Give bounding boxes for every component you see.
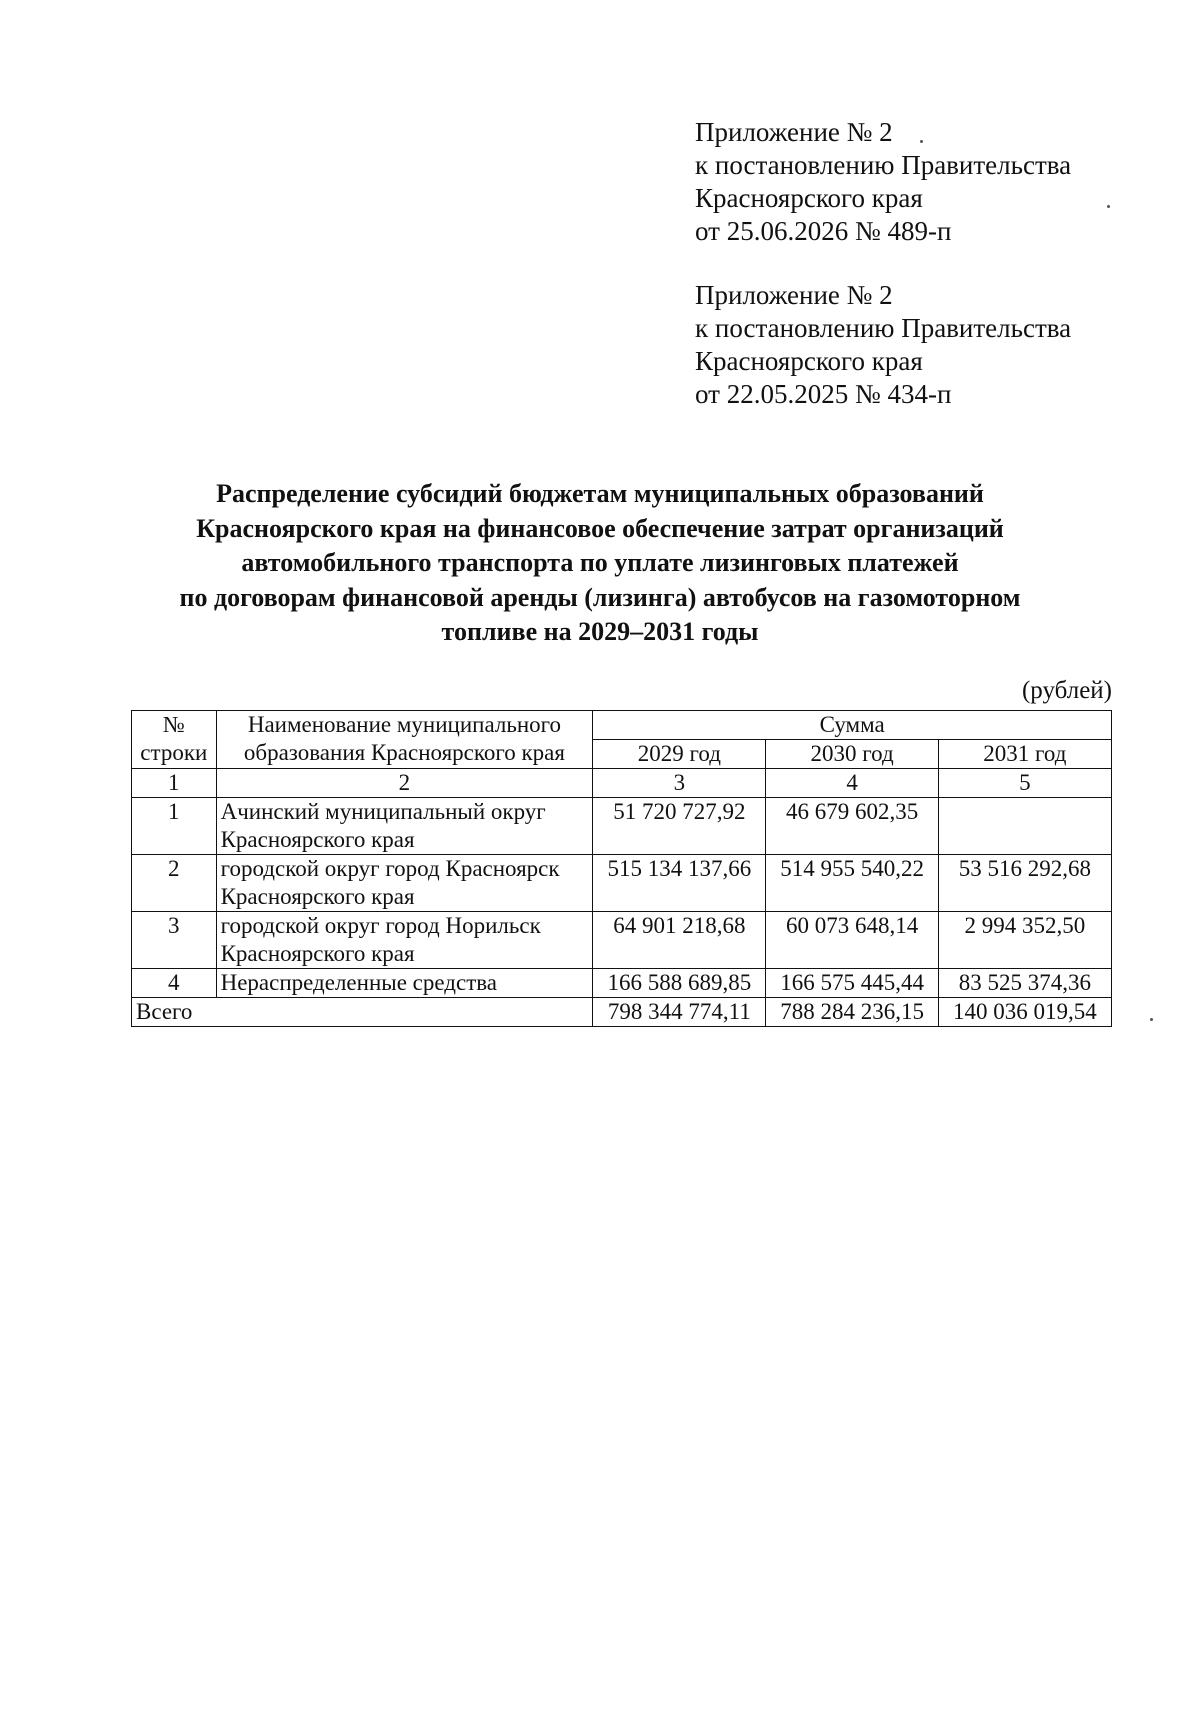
allocation-table: [131, 710, 1112, 1027]
total-2031: 140 036 019,54: [938, 998, 1111, 1027]
amount-2029: 515 134 137,66: [593, 855, 766, 912]
header-row-number: № строки: [132, 711, 217, 769]
title-line: автомобильного транспорта по уплате лизинговых платежей: [241, 548, 959, 577]
column-number: 5: [938, 769, 1111, 798]
document-title: [120, 477, 1080, 650]
row-number: 1: [132, 798, 217, 855]
table-row: [132, 855, 1112, 912]
row-number: 3: [132, 912, 217, 969]
table-row: [132, 969, 1112, 998]
units-label: (рублей): [1021, 677, 1112, 704]
header-year: 2029 год: [593, 740, 766, 769]
amount-2031: 53 516 292,68: [938, 855, 1111, 912]
scan-speck: [1150, 1018, 1153, 1021]
column-number: 2: [216, 769, 593, 798]
amount-2031: 83 525 374,36: [938, 969, 1111, 998]
appendix-region: Красноярского края: [695, 183, 923, 213]
row-number: 4: [132, 969, 217, 998]
column-numbers-row: [132, 769, 1112, 798]
appendix-current-header: [695, 116, 1135, 248]
amount-2031: 2 994 352,50: [938, 912, 1111, 969]
municipality-name: Нераспределенные средства: [216, 969, 593, 998]
title-line: Распределение субсидий бюджетам муниципальных образований: [216, 479, 984, 508]
appendix-ref: к постановлению Правительства: [695, 150, 1072, 180]
title-line: топливе на 2029–2031 годы: [441, 617, 759, 646]
header-year: 2031 год: [938, 740, 1111, 769]
appendix-ref: к постановлению Правительства: [695, 313, 1072, 343]
municipality-name: Ачинский муниципальный округ Красноярского края: [216, 798, 593, 855]
row-number: 2: [132, 855, 217, 912]
municipality-name: городской округ город Красноярск Красноярского края: [216, 855, 593, 912]
column-number: 3: [593, 769, 766, 798]
amount-2030: 514 955 540,22: [766, 855, 938, 912]
total-2030: 788 284 236,15: [766, 998, 938, 1027]
appendix-title: Приложение № 2: [695, 280, 893, 310]
appendix-previous-header: [695, 279, 1135, 411]
appendix-title: Приложение № 2: [695, 117, 893, 147]
table-row: [132, 912, 1112, 969]
header-sum: Сумма: [593, 711, 1112, 740]
appendix-date: от 25.06.2026 № 489-п: [695, 216, 952, 246]
amount-2029: 166 588 689,85: [593, 969, 766, 998]
amount-2029: 64 901 218,68: [593, 912, 766, 969]
amount-2029: 51 720 727,92: [593, 798, 766, 855]
table-header-row: [132, 711, 1112, 740]
scan-speck: [920, 140, 923, 143]
municipality-name: городской округ город Норильск Красноярского края: [216, 912, 593, 969]
column-number: 1: [132, 769, 217, 798]
scan-speck: [1107, 205, 1110, 208]
amount-2030: 166 575 445,44: [766, 969, 938, 998]
table-row: [132, 798, 1112, 855]
appendix-date: от 22.05.2025 № 434-п: [695, 379, 952, 409]
column-number: 4: [766, 769, 938, 798]
total-label: Всего: [132, 998, 593, 1027]
header-year: 2030 год: [766, 740, 938, 769]
total-2029: 798 344 774,11: [593, 998, 766, 1027]
header-municipality: Наименование муниципального образования Красноярского края: [216, 711, 593, 769]
amount-2030: 60 073 648,14: [766, 912, 938, 969]
title-line: по договорам финансовой аренды (лизинга) автобусов на газомоторном: [179, 582, 1021, 612]
title-line: Красноярского края на финансовое обеспечение затрат организаций: [196, 513, 1004, 543]
amount-2031: [938, 798, 1111, 855]
appendix-region: Красноярского края: [695, 346, 923, 376]
amount-2030: 46 679 602,35: [766, 798, 938, 855]
total-row: [132, 998, 1112, 1027]
